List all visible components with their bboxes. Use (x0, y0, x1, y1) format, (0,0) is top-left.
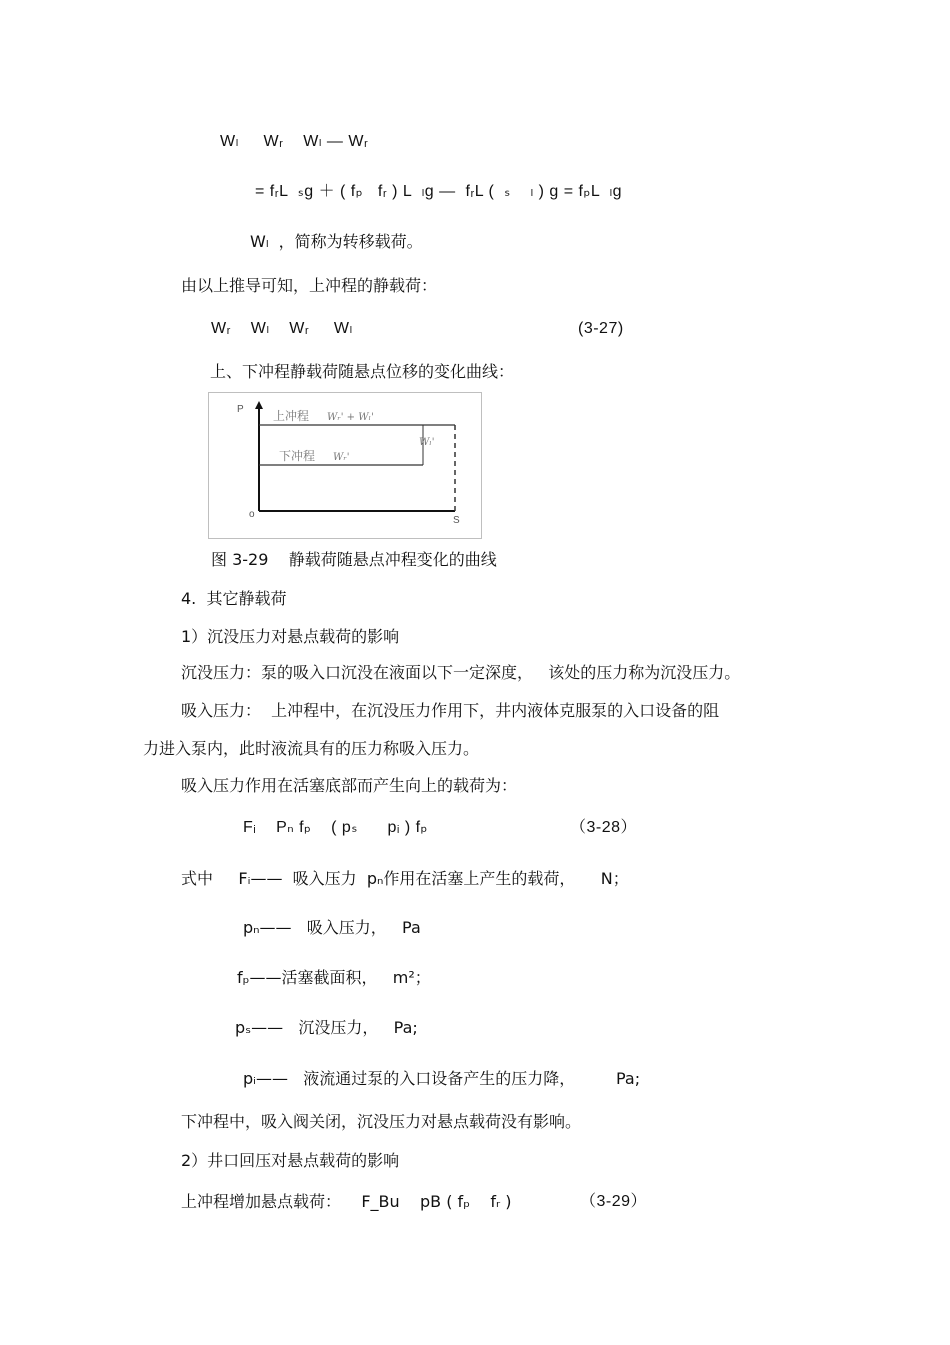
text-downstroke: 下冲程中，吸入阀关闭，沉没压力对悬点载荷没有影响。 (181, 1112, 582, 1131)
subheading-1: 1）沉没压力对悬点载荷的影响 (181, 627, 400, 646)
where-fp: fₚ——活塞截面积， m²； (237, 968, 431, 987)
equation-line-1: Wₗ Wᵣ Wₗ — Wᵣ (220, 133, 369, 150)
where-fi: 式中 Fᵢ—— 吸入压力 pₙ作用在活塞上产生的载荷， N； (181, 869, 629, 888)
section-heading-4: 4. 其它静载荷 (181, 589, 287, 608)
static-load-chart (209, 393, 483, 540)
y-axis-arrow (255, 401, 263, 409)
y-axis-label: P (237, 404, 244, 415)
equation-number-3-28: （3-28） (570, 819, 638, 836)
text-derivation: 由以上推导可知，上冲程的静载荷： (181, 276, 438, 295)
where-pn: pₙ—— 吸入压力， Pa (243, 918, 421, 937)
text-transfer-load: Wₗ ，简称为转移载荷。 (250, 232, 423, 251)
text-suction-load: 吸入压力作用在活塞底部而产生向上的载荷为： (181, 776, 518, 795)
static-load-figure (208, 392, 482, 539)
equation-number-3-27: (3-27) (578, 320, 624, 337)
text-curve-intro: 上、下冲程静载荷随悬点位移的变化曲线： (210, 362, 515, 381)
lower-stroke-label: 下冲程 (279, 449, 316, 463)
delta-formula: Wₗ' (419, 437, 435, 448)
equation-3-29: 上冲程增加悬点载荷： F_Bu pB ( fₚ fᵣ ) (181, 1192, 512, 1211)
origin-label: o (249, 509, 255, 520)
text-suction-pressure-1: 吸入压力： 上冲程中，在沉没压力作用下，井内液体克服泵的入口设备的阻 (181, 701, 720, 720)
equation-3-27: Wᵣ Wₗ Wᵣ Wₗ (211, 320, 353, 337)
figure-caption: 图 3-29 静载荷随悬点冲程变化的曲线 (211, 550, 497, 569)
where-pi: pᵢ—— 液流通过泵的入口设备产生的压力降， Pa; (243, 1069, 641, 1088)
equation-line-2: = fᵣL ₛg ＋ ( fₚ fᵣ ) L ₗg — fᵣL ( ₛ ₗ ) g = fₚL ₗg (255, 183, 623, 200)
upper-stroke-label: 上冲程 (273, 409, 310, 423)
lower-stroke-formula: Wᵣ' (333, 452, 350, 463)
equation-3-28: Fᵢ Pₙ fₚ ( pₛ pᵢ ) fₚ (243, 819, 428, 836)
text-suction-pressure-2: 力进入泵内，此时液流具有的压力称吸入压力。 (143, 739, 480, 758)
text-submergence-pressure: 沉没压力：泵的吸入口沉没在液面以下一定深度， 该处的压力称为沉没压力。 (181, 663, 741, 682)
x-axis-label: S (453, 515, 460, 526)
upper-stroke-formula: Wᵣ' + Wₗ' (327, 412, 374, 423)
subheading-2: 2）井口回压对悬点载荷的影响 (181, 1151, 400, 1170)
equation-number-3-29: （3-29） (580, 1193, 648, 1210)
where-ps: pₛ—— 沉没压力， Pa; (235, 1018, 418, 1037)
